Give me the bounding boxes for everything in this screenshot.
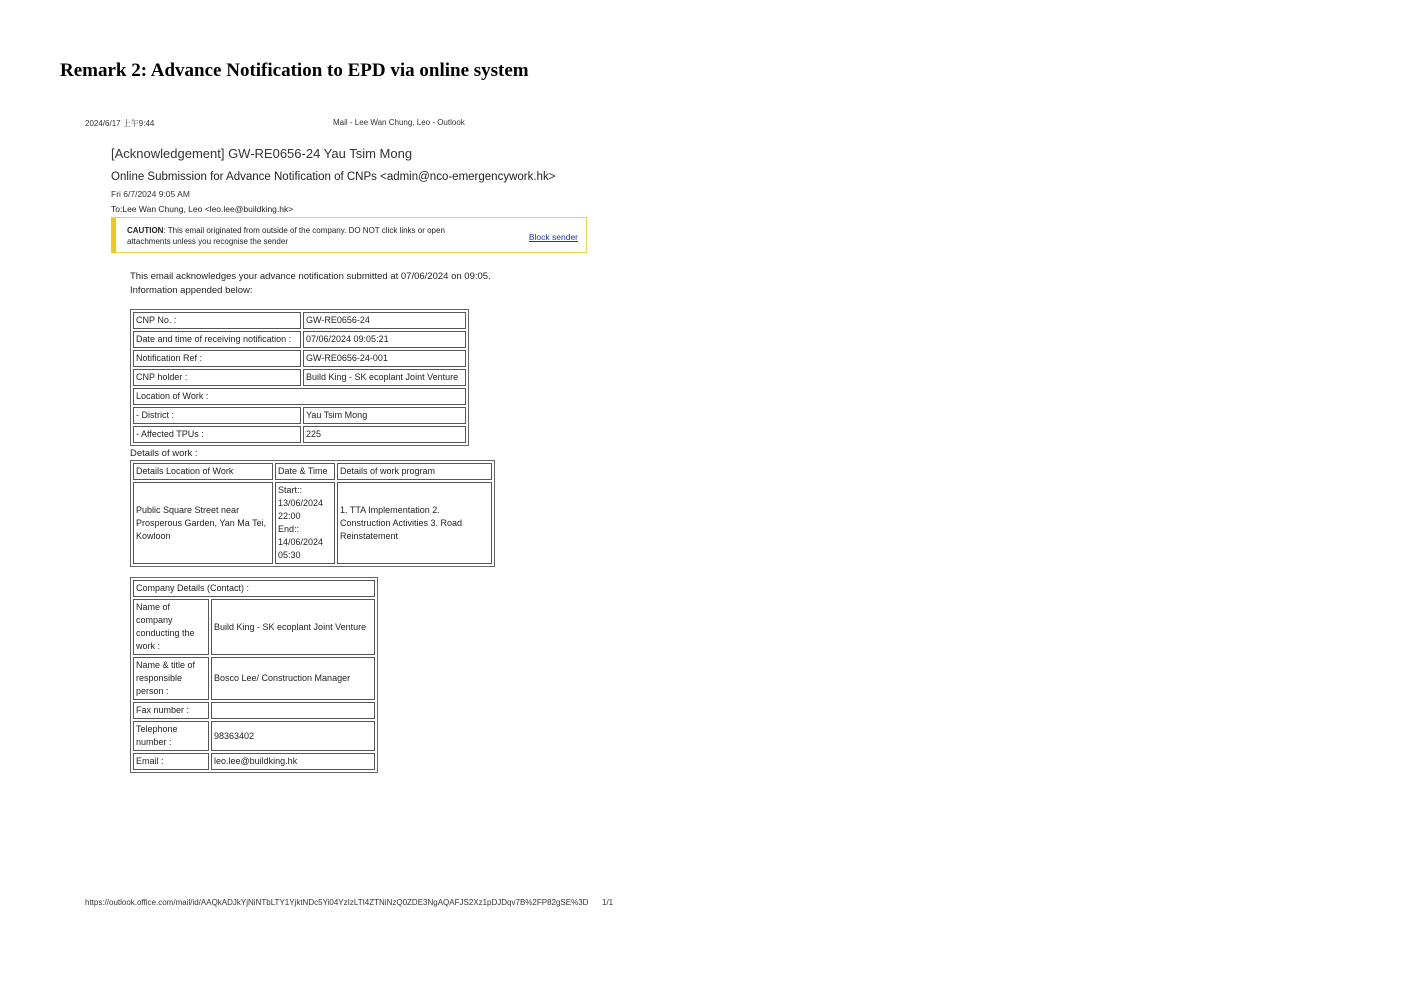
email-subject: [Acknowledgement] GW-RE0656-24 Yau Tsim Mong bbox=[111, 146, 413, 161]
fax-value bbox=[211, 702, 375, 719]
receive-time-value: 07/06/2024 09:05:21 bbox=[303, 331, 466, 348]
table-row bbox=[133, 407, 466, 424]
end-label: End:: bbox=[278, 524, 300, 534]
work-program: 1. TTA Implementation 2. Construction Activities 3. Road Reinstatement bbox=[337, 482, 492, 564]
block-sender-link[interactable]: Block sender bbox=[528, 232, 578, 242]
cnp-holder-key: CNP holder : bbox=[133, 369, 301, 386]
acknowledgement-text bbox=[130, 270, 491, 298]
print-url: https://outlook.office.com/mail/id/AAQkADJkYjNiNTbLTY1YjktNDc5Yi04YzIzLTI4ZTNiNzQ0ZDE3NgAQAFJS2Xz1pDJDqv7B%2FP82gSE%3D bbox=[85, 898, 589, 907]
start-time: 22:00 bbox=[278, 511, 301, 521]
work-date-time bbox=[275, 482, 335, 564]
affected-tpus-value: 225 bbox=[303, 426, 466, 443]
print-page-number: 1/1 bbox=[602, 898, 614, 907]
table-row bbox=[133, 426, 466, 443]
table-row bbox=[133, 702, 375, 719]
company-name-value: Build King - SK ecoplant Joint Venture bbox=[211, 599, 375, 655]
company-details-table bbox=[130, 577, 378, 773]
caution-message: : This email originated from outside of the company. DO NOT click links or open attachments unless you recognise the sender bbox=[127, 226, 445, 246]
table-row bbox=[133, 463, 492, 480]
table-row bbox=[133, 599, 375, 655]
details-of-work-label: Details of work : bbox=[130, 448, 198, 459]
table-row bbox=[133, 369, 466, 386]
table-row bbox=[133, 312, 466, 329]
receive-time-key: Date and time of receiving notification : bbox=[133, 331, 301, 348]
remark-heading: Remark 2: Advance Notification to EPD via online system bbox=[60, 60, 529, 81]
district-key: - District : bbox=[133, 407, 301, 424]
caution-banner bbox=[111, 217, 587, 253]
header-date-time: Date & Time bbox=[275, 463, 335, 480]
header-program: Details of work program bbox=[337, 463, 492, 480]
end-date: 14/06/2024 bbox=[278, 537, 324, 547]
email-recipient: To:Lee Wan Chung, Leo <leo.lee@buildking.hk> bbox=[111, 204, 294, 214]
email-key: Email : bbox=[133, 753, 209, 770]
responsible-person-value: Bosco Lee/ Construction Manager bbox=[211, 657, 375, 700]
email-sender: Online Submission for Advance Notification of CNPs <admin@nco-emergencywork.hk> bbox=[111, 171, 556, 183]
company-name-key: Name of company conducting the work : bbox=[133, 599, 209, 655]
work-location: Public Square Street near Prosperous Garden, Yan Ma Tei, Kowloon bbox=[133, 482, 273, 564]
responsible-person-key: Name & title of responsible person : bbox=[133, 657, 209, 700]
information-line: Information appended below: bbox=[130, 285, 253, 296]
print-date: 2024/6/17 上午9:44 bbox=[85, 119, 155, 128]
table-row bbox=[133, 721, 375, 751]
cnp-no-value: GW-RE0656-24 bbox=[303, 312, 466, 329]
table-row bbox=[133, 388, 466, 405]
table-row bbox=[133, 350, 466, 367]
district-value: Yau Tsim Mong bbox=[303, 407, 466, 424]
cnp-no-key: CNP No. : bbox=[133, 312, 301, 329]
notification-ref-value: GW-RE0656-24-001 bbox=[303, 350, 466, 367]
fax-key: Fax number : bbox=[133, 702, 209, 719]
table-row bbox=[133, 753, 375, 770]
email-date: Fri 6/7/2024 9:05 AM bbox=[111, 189, 190, 199]
cnp-info-table bbox=[130, 309, 469, 446]
email-value: leo.lee@buildking.hk bbox=[211, 753, 375, 770]
print-title: Mail - Lee Wan Chung, Leo - Outlook bbox=[333, 118, 465, 127]
table-row bbox=[133, 331, 466, 348]
header-location: Details Location of Work bbox=[133, 463, 273, 480]
caution-text bbox=[127, 226, 457, 247]
table-row bbox=[133, 657, 375, 700]
table-row bbox=[133, 580, 375, 597]
telephone-value: 98363402 bbox=[211, 721, 375, 751]
location-header: Location of Work : bbox=[133, 388, 466, 405]
acknowledgement-line: This email acknowledges your advance notification submitted at 07/06/2024 on 09:05. bbox=[130, 271, 491, 282]
start-date: 13/06/2024 bbox=[278, 498, 324, 508]
company-details-header: Company Details (Contact) : bbox=[133, 580, 375, 597]
end-time: 05:30 bbox=[278, 550, 301, 560]
work-details-table bbox=[130, 460, 495, 567]
telephone-key: Telephone number : bbox=[133, 721, 209, 751]
affected-tpus-key: - Affected TPUs : bbox=[133, 426, 301, 443]
table-row bbox=[133, 482, 492, 564]
notification-ref-key: Notification Ref : bbox=[133, 350, 301, 367]
cnp-holder-value: Build King - SK ecoplant Joint Venture bbox=[303, 369, 466, 386]
caution-label: CAUTION bbox=[127, 226, 164, 235]
start-label: Start:: bbox=[278, 485, 303, 495]
